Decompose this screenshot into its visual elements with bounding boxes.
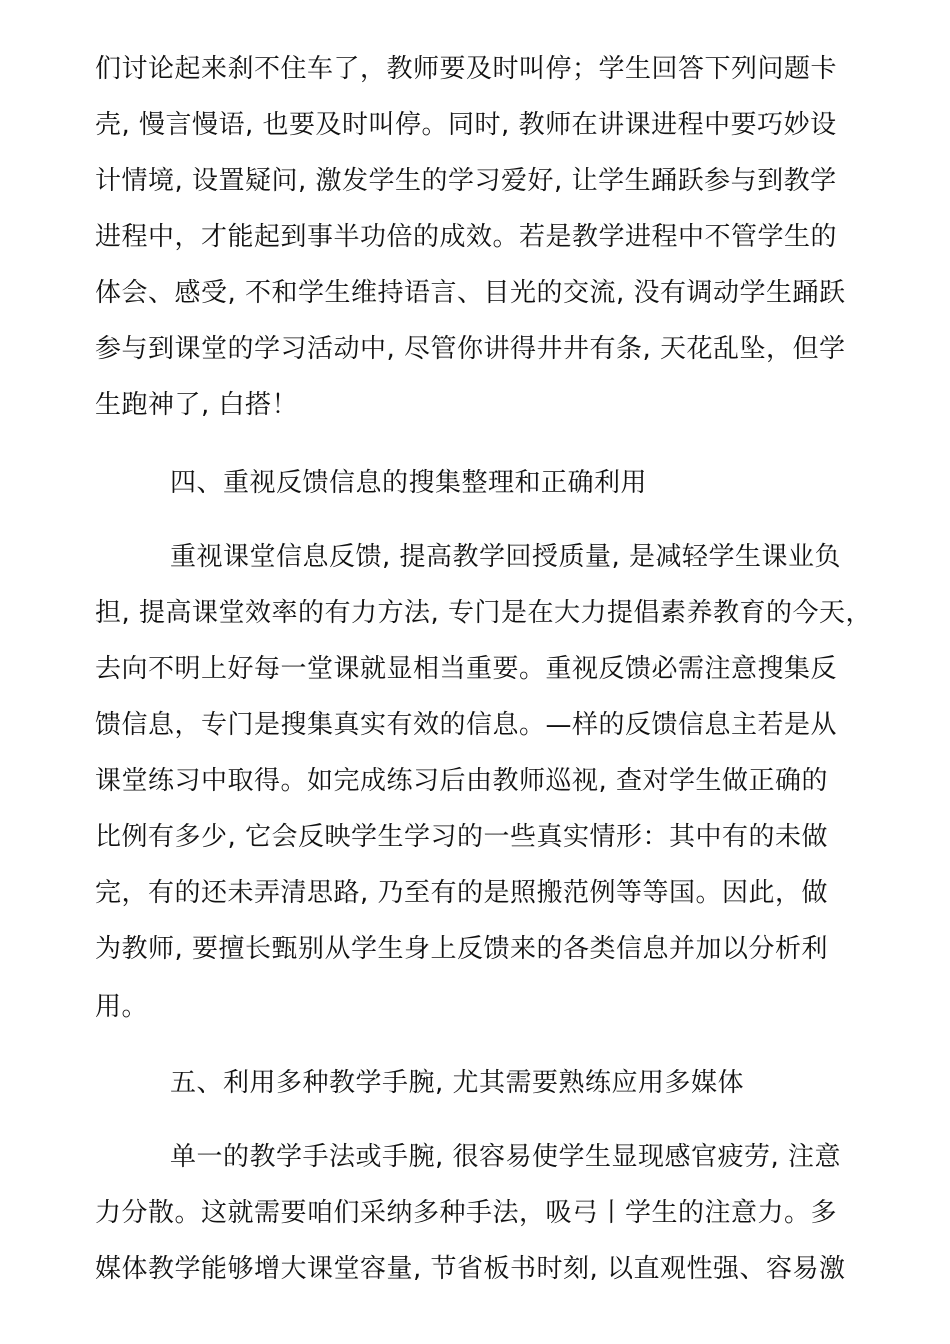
paragraph-line: 力分散。这就需要咱们采纳多种手法，吸弓丨学生的注意力。多 [95, 1198, 838, 1228]
paragraph-line: 重视课堂信息反馈, 提高教学回授质量, 是减轻学生课业负 [170, 542, 842, 572]
paragraph-line: 计情境, 设置疑问, 激发学生的学习爱好, 让学生踊跃参与到教学 [95, 166, 837, 196]
paragraph-line: 壳, 慢言慢语, 也要及时叫停。同时, 教师在讲课进程中要巧妙设 [95, 110, 837, 140]
paragraph-line: 进程中，才能起到事半功倍的成效。若是教学进程中不管学生的 [95, 222, 838, 252]
section-heading: 五、利用多种教学手腕, 尤其需要熟练应用多媒体 [170, 1068, 745, 1098]
paragraph-line: 用。 [95, 992, 149, 1022]
paragraph-line: 完，有的还未弄清思路, 乃至有的是照搬范例等等国。因此，做 [95, 878, 829, 908]
paragraph-line: 为教师, 要擅长甄别从学生身上反馈来的各类信息并加以分析利 [95, 934, 829, 964]
paragraph-line: 馈信息，专门是搜集真实有效的信息。—样的反馈信息主若是从 [95, 710, 838, 740]
paragraph-line: 们讨论起来刹不住车了，教师要及时叫停；学生回答下列问题卡 [95, 54, 838, 84]
paragraph-line: 体会、感受, 不和学生维持语言、目光的交流, 没有调动学生踊跃 [95, 278, 846, 308]
paragraph-line: 单一的教学手法或手腕, 很容易使学生显现感官疲劳, 注意 [170, 1142, 842, 1172]
paragraph-line: 媒体教学能够增大课堂容量, 节省板书时刻, 以直观性强、容易激 [95, 1254, 846, 1284]
paragraph-line: 去向不明上好每一堂课就显相当重要。重视反馈必需注意搜集反 [95, 654, 838, 684]
paragraph-line: 课堂练习中取得。如完成练习后由教师巡视, 查对学生做正确的 [95, 766, 829, 796]
paragraph-line: 参与到课堂的学习活动中, 尽管你讲得井井有条, 天花乱坠，但学 [95, 334, 846, 364]
paragraph-line: 比例有多少, 它会反映学生学习的一些真实情形：其中有的未做 [95, 822, 829, 852]
section-heading: 四、重视反馈信息的搜集整理和正确利用 [170, 468, 648, 498]
paragraph-line: 担, 提高课堂效率的有力方法, 专门是在大力提倡素养教育的今天， [95, 598, 873, 628]
paragraph-line: 生跑神了, 白搭！ [95, 390, 299, 420]
